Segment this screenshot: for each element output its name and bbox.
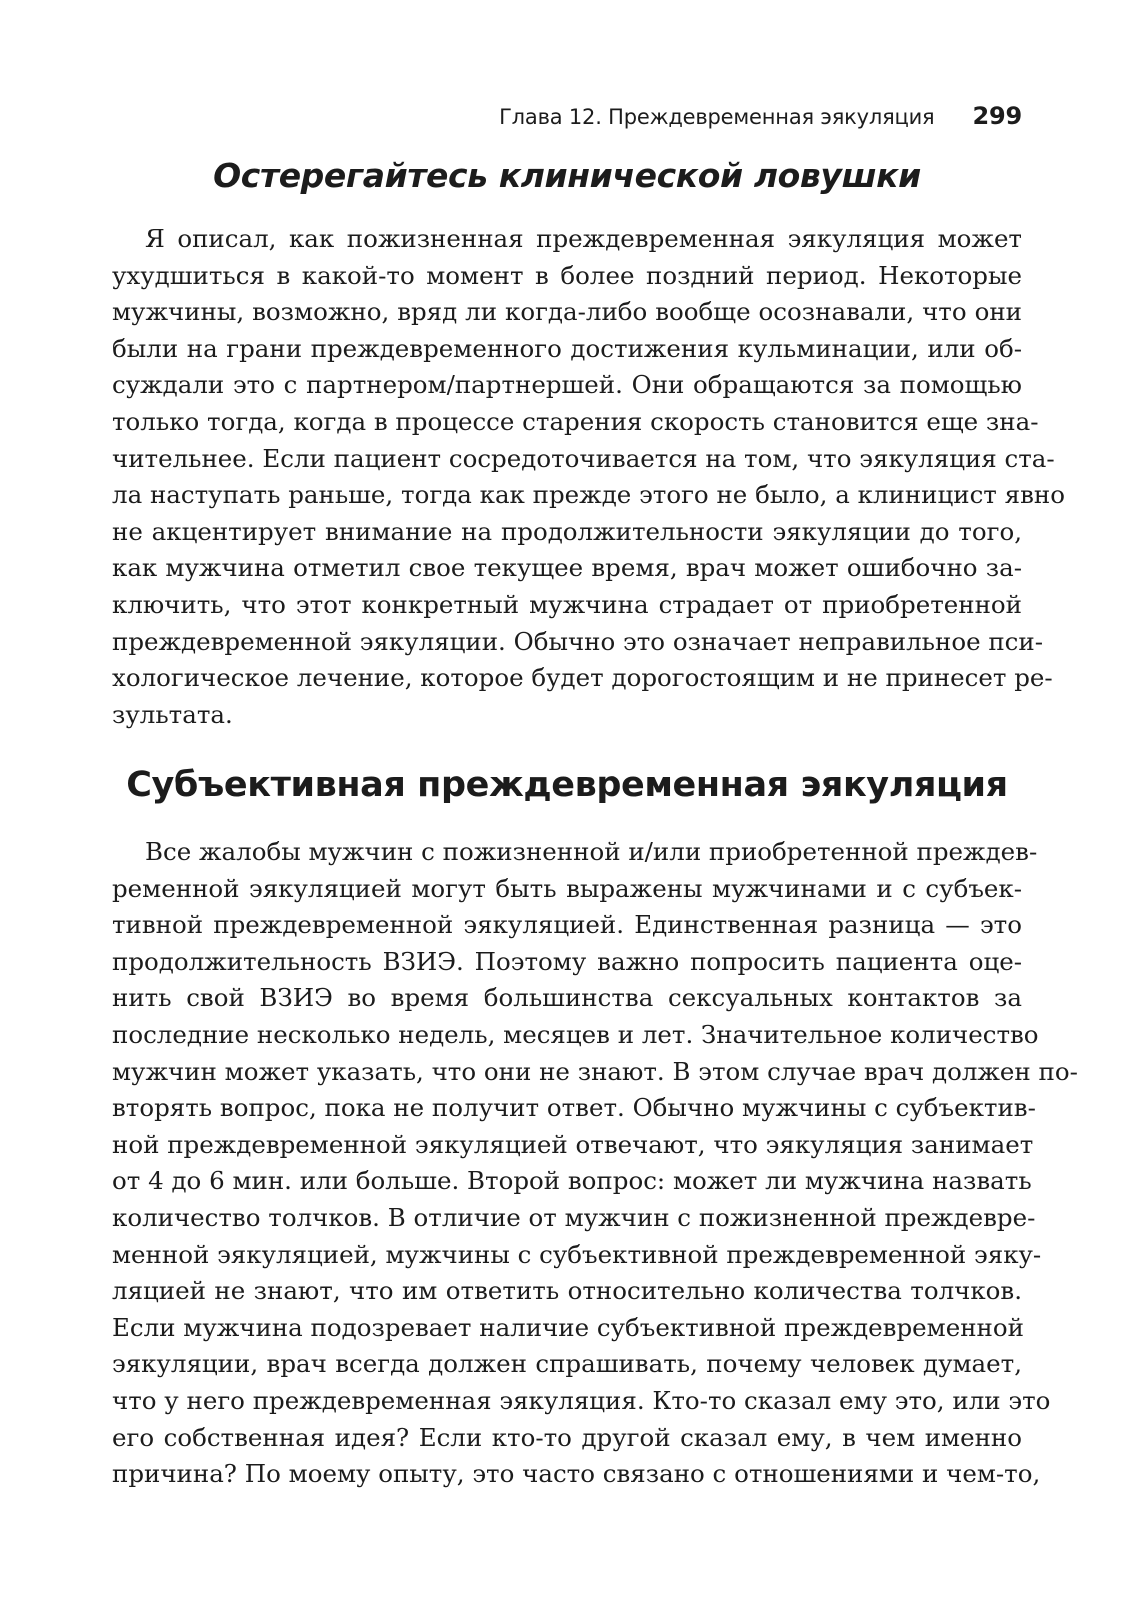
text-line: тивной преждевременной эякуляцией. Единственная разница — это	[112, 910, 1022, 940]
text-line: от 4 до 6 мин. или больше. Второй вопрос: может ли мужчина назвать	[112, 1166, 1032, 1196]
text-line: Если мужчина подозревает наличие субъективной преждевременной	[112, 1312, 1024, 1342]
text-line: ной преждевременной эякуляцией отвечают, что эякуляция занимает	[112, 1129, 1034, 1159]
text-line: вторять вопрос, пока не получит ответ. Обычно мужчины с субъектив-	[112, 1093, 1036, 1123]
text-line: причина? По моему опыту, это часто связано с отношениями и чем-то,	[112, 1459, 1041, 1489]
section-heading-subjective: Субъективная преждевременная эякуляция	[126, 765, 1008, 805]
text-line: менной эякуляцией, мужчины с субъективной преждевременной эяку-	[112, 1239, 1042, 1269]
text-line: количество толчков. В отличие от мужчин с пожизненной преждевре-	[112, 1202, 1036, 1232]
text-line: ляцией не знают, что им ответить относительно количества толчков.	[112, 1276, 1022, 1306]
text-line: Все жалобы мужчин с пожизненной и/или приобретенной преждев-	[145, 837, 1038, 866]
chapter-title: Глава 12. Преждевременная эякуляция	[499, 105, 935, 129]
text-line: только тогда, когда в процессе старения скорость становится еще зна-	[112, 406, 1039, 436]
text-line: преждевременной эякуляции. Обычно это означает неправильное пси-	[112, 626, 1044, 656]
text-line: мужчин может указать, что они не знают. В этом случае врач должен по-	[112, 1056, 1078, 1086]
text-line: суждали это с партнером/партнершей. Они обращаются за помощью	[112, 370, 1022, 400]
text-line: не акцентирует внимание на продолжительности эякуляции до того,	[112, 516, 1022, 546]
text-line: хологическое лечение, которое будет дорогостоящим и не принесет ре-	[112, 663, 1053, 693]
running-header	[499, 102, 1022, 130]
paragraph-subjective	[112, 834, 1078, 1493]
text-line: ла наступать раньше, тогда как прежде этого не было, а клиницист явно	[112, 480, 1065, 510]
text-line: ременной эякуляцией могут быть выражены мужчинами и с субъек-	[112, 873, 1022, 903]
text-line: ключить, что этот конкретный мужчина страдает от приобретенной	[112, 589, 1022, 619]
text-line: чительнее. Если пациент сосредоточивается на том, что эякуляция ста-	[112, 443, 1055, 473]
text-line: эякуляции, врач всегда должен спрашивать, почему человек думает,	[112, 1349, 1022, 1379]
text-line: продолжительность ВЗИЭ. Поэтому важно попросить пациента оце-	[112, 946, 1022, 976]
text-line: как мужчина отметил свое текущее время, врач может ошибочно за-	[112, 553, 1022, 583]
text-line: ухудшиться в какой-то момент в более поздний период. Некоторые	[112, 260, 1022, 290]
text-line: последние несколько недель, месяцев и лет. Значительное количество	[112, 1019, 1039, 1049]
text-line: Я описал, как пожизненная преждевременная эякуляция может	[145, 224, 1022, 253]
paragraph-clinical-trap	[112, 221, 1065, 733]
page-number: 299	[972, 102, 1022, 130]
text-line: зультата.	[112, 699, 233, 729]
text-line: его собственная идея? Если кто-то другой сказал ему, в чем именно	[112, 1422, 1022, 1452]
text-line: мужчины, возможно, вряд ли когда-либо вообще осознавали, что они	[112, 297, 1022, 327]
section-heading-clinical-trap: Остерегайтесь клинической ловушки	[213, 156, 921, 195]
text-line: нить свой ВЗИЭ во время большинства сексуальных контактов за	[112, 983, 1022, 1013]
text-line: были на грани преждевременного достижения кульминации, или об-	[112, 333, 1022, 363]
book-page	[112, 0, 1078, 1600]
text-line: что у него преждевременная эякуляция. Кто-то сказал ему это, или это	[112, 1385, 1051, 1415]
